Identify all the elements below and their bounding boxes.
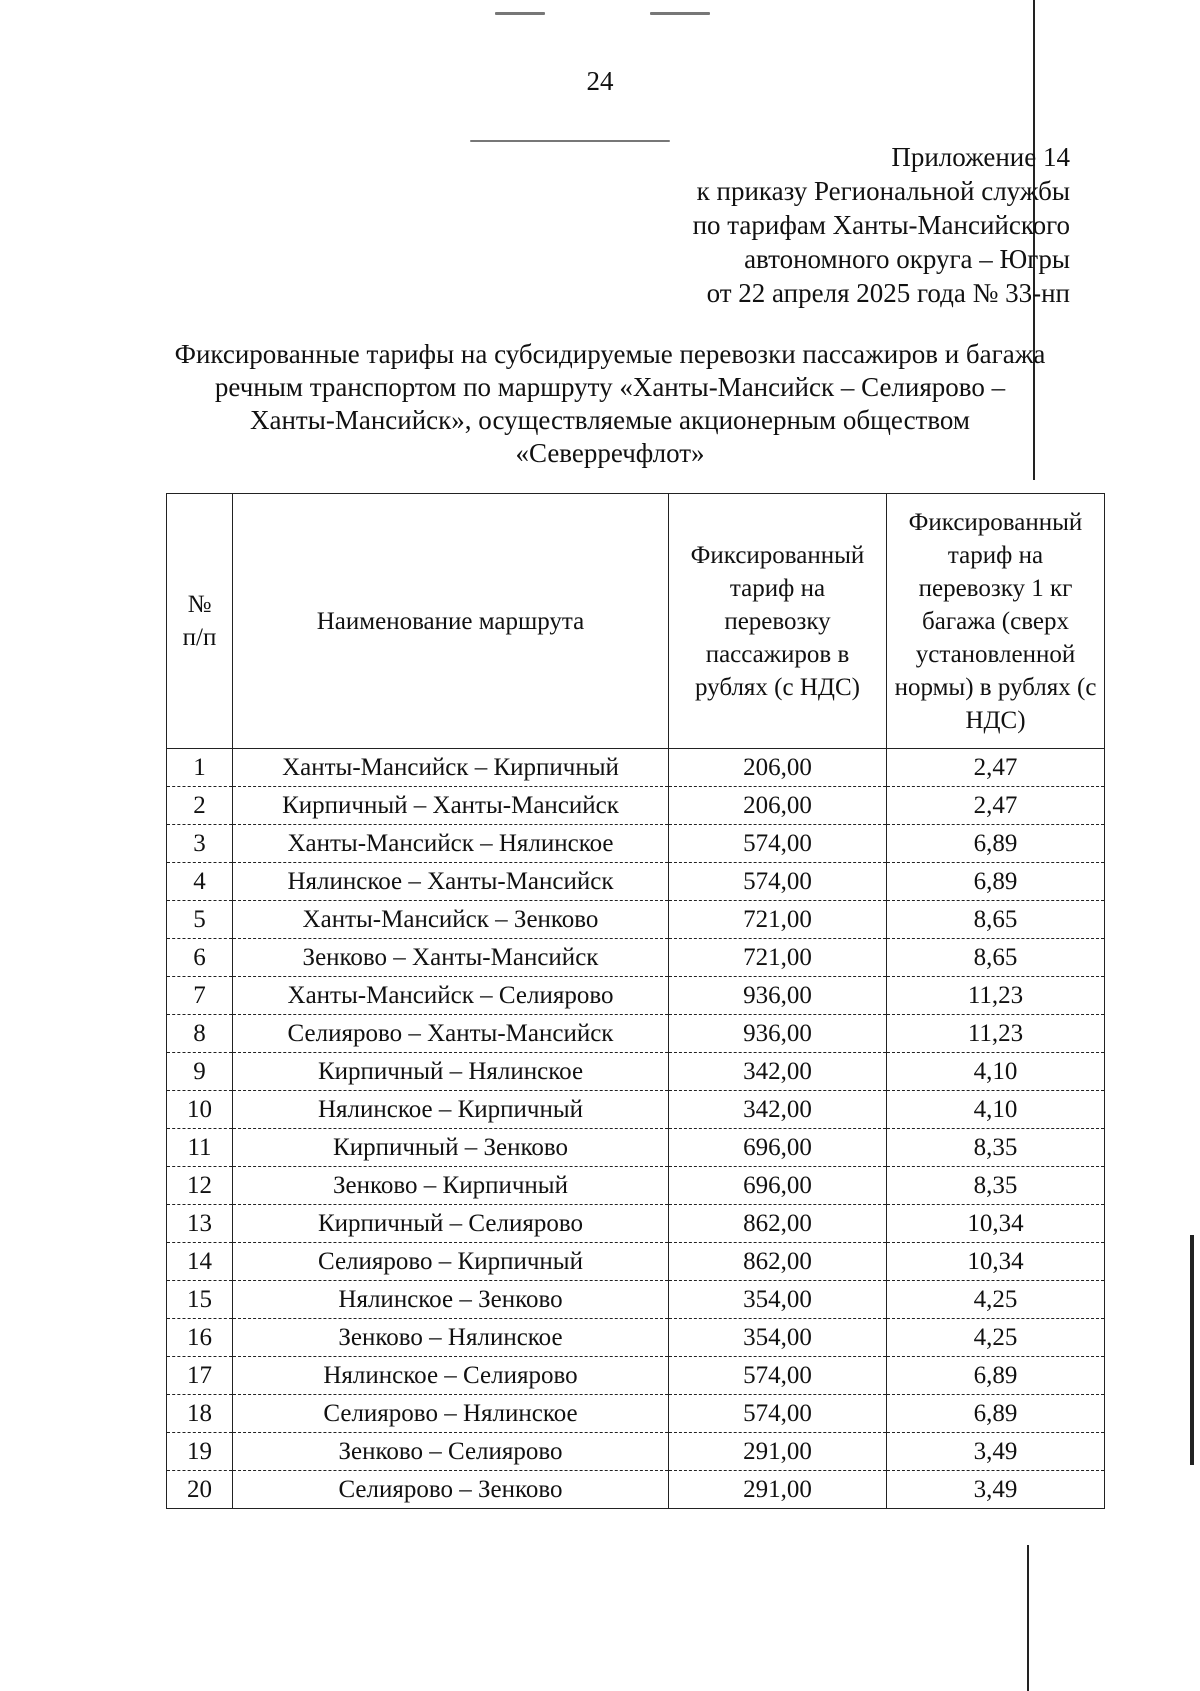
page-number: 24 [586,66,614,96]
table-row [167,1395,1105,1433]
passenger-tariff: 354,00 [669,1319,887,1357]
row-number: 11 [167,1129,233,1167]
row-number: 9 [167,1053,233,1091]
baggage-tariff: 6,89 [887,1395,1105,1433]
table-row [167,787,1105,825]
row-number: 13 [167,1205,233,1243]
passenger-tariff: 574,00 [669,1395,887,1433]
table-row [167,749,1105,787]
row-number: 1 [167,749,233,787]
table-row [167,1091,1105,1129]
header-route: Наименование маршрута [233,494,669,749]
route-name: Селиярово – Кирпичный [233,1243,669,1281]
table-row [167,825,1105,863]
row-number: 12 [167,1167,233,1205]
row-number: 14 [167,1243,233,1281]
baggage-tariff: 4,25 [887,1319,1105,1357]
baggage-tariff: 2,47 [887,749,1105,787]
passenger-tariff: 206,00 [669,749,887,787]
row-number: 6 [167,939,233,977]
table-row [167,1015,1105,1053]
route-name: Нялинское – Зенково [233,1281,669,1319]
header-num: № п/п [167,494,233,749]
baggage-tariff: 6,89 [887,825,1105,863]
baggage-tariff: 11,23 [887,1015,1105,1053]
table-row [167,939,1105,977]
route-name: Нялинское – Кирпичный [233,1091,669,1129]
route-name: Ханты-Мансийск – Кирпичный [233,749,669,787]
route-name: Нялинское – Селиярово [233,1357,669,1395]
baggage-tariff: 4,10 [887,1053,1105,1091]
route-name: Селиярово – Ханты-Мансийск [233,1015,669,1053]
passenger-tariff: 574,00 [669,863,887,901]
passenger-tariff: 696,00 [669,1129,887,1167]
table-row [167,1167,1105,1205]
row-number: 10 [167,1091,233,1129]
table-row [167,1433,1105,1471]
route-name: Зенково – Нялинское [233,1319,669,1357]
appendix-block [693,140,1070,310]
scan-edge-mark-right [1190,1235,1194,1465]
baggage-tariff: 4,10 [887,1091,1105,1129]
appendix-line: автономного округа – Югры [744,244,1070,274]
table-row [167,1205,1105,1243]
row-number: 5 [167,901,233,939]
appendix-line: по тарифам Ханты-Мансийского [692,210,1070,240]
row-number: 4 [167,863,233,901]
route-name: Кирпичный – Нялинское [233,1053,669,1091]
baggage-tariff: 2,47 [887,787,1105,825]
row-number: 7 [167,977,233,1015]
scan-speck [650,12,710,15]
header-passenger-tariff: Фиксированный тариф на перевозку пассажиров в рублях (с НДС) [669,494,887,749]
baggage-tariff: 8,65 [887,901,1105,939]
title-line: «Северречфлот» [515,438,705,468]
row-number: 3 [167,825,233,863]
baggage-tariff: 10,34 [887,1243,1105,1281]
appendix-line: Приложение 14 [891,142,1070,172]
table-row [167,1357,1105,1395]
passenger-tariff: 342,00 [669,1091,887,1129]
table-row [167,1243,1105,1281]
row-number: 17 [167,1357,233,1395]
document-title [140,338,1080,470]
row-number: 20 [167,1471,233,1509]
route-name: Ханты-Мансийск – Селиярово [233,977,669,1015]
route-name: Кирпичный – Зенково [233,1129,669,1167]
row-number: 19 [167,1433,233,1471]
table-row [167,1319,1105,1357]
passenger-tariff: 721,00 [669,939,887,977]
table-body [167,749,1105,1509]
table-row [167,1129,1105,1167]
scan-speck [495,12,545,15]
route-name: Зенково – Ханты-Мансийск [233,939,669,977]
row-number: 15 [167,1281,233,1319]
baggage-tariff: 6,89 [887,863,1105,901]
passenger-tariff: 936,00 [669,977,887,1015]
scan-speck [470,140,670,142]
passenger-tariff: 721,00 [669,901,887,939]
route-name: Кирпичный – Селиярово [233,1205,669,1243]
header-baggage-tariff: Фиксированный тариф на перевозку 1 кг багажа (сверх установленной нормы) в рублях (с НДС) [887,494,1105,749]
row-number: 18 [167,1395,233,1433]
passenger-tariff: 574,00 [669,1357,887,1395]
passenger-tariff: 574,00 [669,825,887,863]
baggage-tariff: 4,25 [887,1281,1105,1319]
route-name: Зенково – Кирпичный [233,1167,669,1205]
passenger-tariff: 862,00 [669,1243,887,1281]
route-name: Селиярово – Зенково [233,1471,669,1509]
baggage-tariff: 6,89 [887,1357,1105,1395]
appendix-line: к приказу Региональной службы [696,176,1070,206]
baggage-tariff: 10,34 [887,1205,1105,1243]
passenger-tariff: 342,00 [669,1053,887,1091]
title-line: Фиксированные тарифы на субсидируемые перевозки пассажиров и багажа [174,339,1046,369]
table-row [167,863,1105,901]
table-header-row [167,494,1105,749]
route-name: Ханты-Мансийск – Зенково [233,901,669,939]
table-row [167,1053,1105,1091]
baggage-tariff: 8,35 [887,1167,1105,1205]
appendix-line: от 22 апреля 2025 года № 33-нп [706,278,1070,308]
table-row [167,901,1105,939]
table-row [167,977,1105,1015]
route-name: Ханты-Мансийск – Нялинское [233,825,669,863]
row-number: 8 [167,1015,233,1053]
table-row [167,1281,1105,1319]
passenger-tariff: 862,00 [669,1205,887,1243]
route-name: Селиярово – Нялинское [233,1395,669,1433]
title-line: Ханты-Мансийск», осуществляемые акционерным обществом [249,405,970,435]
tariff-table [166,493,1105,1509]
baggage-tariff: 3,49 [887,1433,1105,1471]
passenger-tariff: 291,00 [669,1471,887,1509]
table-row [167,1471,1105,1509]
route-name: Кирпичный – Ханты-Мансийск [233,787,669,825]
baggage-tariff: 8,35 [887,1129,1105,1167]
route-name: Нялинское – Ханты-Мансийск [233,863,669,901]
baggage-tariff: 3,49 [887,1471,1105,1509]
passenger-tariff: 291,00 [669,1433,887,1471]
title-line: речным транспортом по маршруту «Ханты-Мансийск – Селиярово – [214,372,1006,402]
passenger-tariff: 936,00 [669,1015,887,1053]
row-number: 16 [167,1319,233,1357]
passenger-tariff: 206,00 [669,787,887,825]
passenger-tariff: 354,00 [669,1281,887,1319]
baggage-tariff: 8,65 [887,939,1105,977]
scan-margin-line-bottom [1027,1545,1029,1691]
passenger-tariff: 696,00 [669,1167,887,1205]
row-number: 2 [167,787,233,825]
route-name: Зенково – Селиярово [233,1433,669,1471]
baggage-tariff: 11,23 [887,977,1105,1015]
